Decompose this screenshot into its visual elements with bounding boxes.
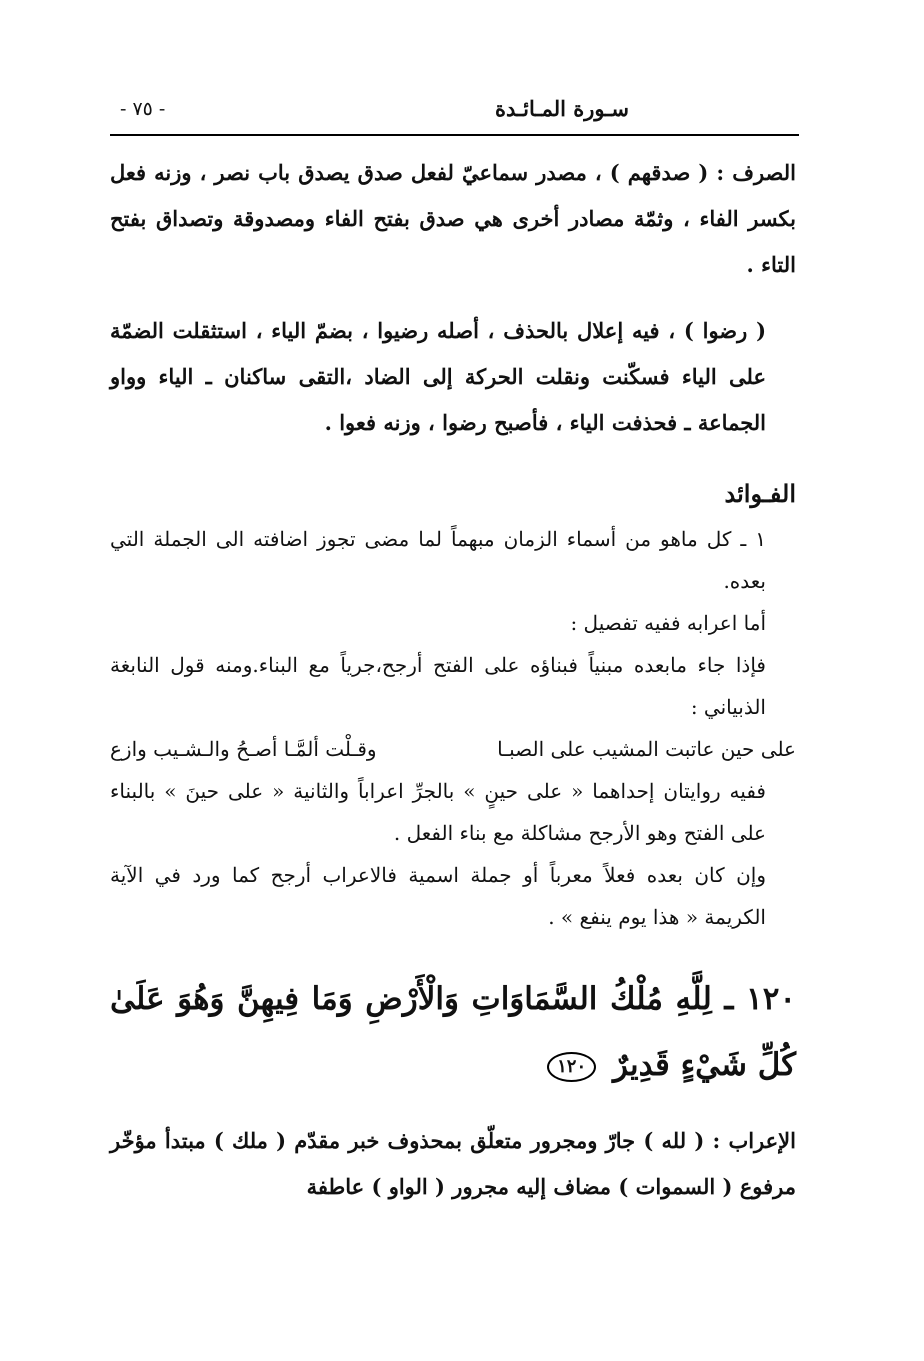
- murab-paragraph: وإن كان بعده فعلاً معرباً أو جملة اسمية فالاعراب أرجح كما ورد في الآية الكريمة « هذا يوم ينفع » .: [110, 863, 766, 929]
- mabni-rule: فإذا جاء مابعده مبنياً فبناؤه على الفتح أرجح،جرياً مع البناء.ومنه قول النابغة الذبياني :: [110, 653, 766, 719]
- irab-paragraph: [110, 1118, 796, 1210]
- header-divider: [110, 134, 799, 136]
- verse-number: ١٢٠ ـ: [724, 981, 796, 1017]
- fawaid-point-1: ١ ـ كل ماهو من أسماء الزمان مبهماً لما مضى تجوز اضافته الى الجملة التي بعده.: [110, 527, 766, 593]
- page-body: [110, 150, 796, 1210]
- poem-verse: [110, 728, 796, 770]
- spacer: [110, 288, 796, 308]
- page-header: [110, 96, 799, 130]
- sarf-paragraph: [110, 150, 796, 288]
- irab-label: الإعراب :: [712, 1128, 796, 1153]
- verse-end-mark: ١٢٠: [547, 1052, 596, 1082]
- poem-first-hemistich: على حين عاتبت المشيب على الصبـا: [497, 737, 796, 761]
- surah-title: سـورة المـائـدة: [495, 96, 629, 121]
- page-number: - ٧٥ -: [120, 98, 166, 120]
- sarf-text: ( صدقهم ) ، مصدر سماعيّ لفعل صدق يصدق باب نصر ، وزنه فعل بكسر الفاء ، وثمّة مصادر أخرى هي صدق بفتح الفاء ومصدوقة وتصداق بفتح التاء .: [110, 160, 796, 277]
- radu-paragraph: ( رضوا ) ، فيه إعلال بالحذف ، أصله رضيوا ، بضمّ الياء ، استثقلت الضمّة على الياء فسكّنت ونقلت الحركة إلى الضاد ،التقى ساكنان ـ الياء وواو الجماعة ـ فحذفت الياء ، فأصبح رضوا ، وزنه فعوا .: [110, 318, 766, 435]
- sarf-label: الصرف :: [716, 160, 796, 185]
- irab-intro: أما اعرابه ففيه تفصيل :: [570, 611, 766, 635]
- quran-verse: [110, 966, 796, 1098]
- fawaid-heading: الفـوائد: [724, 479, 796, 508]
- irab-text: ( لله ) جارّ ومجرور متعلّق بمحذوف خبر مقدّم ( ملك ) مبتدأ مؤخّر مرفوع ( السموات ) مضاف إليه مجرور ( الواو ) عاطفة: [110, 1128, 796, 1199]
- verse-text: لِلَّهِ مُلْكُ السَّمَاوَاتِ وَالْأَرْضِ وَمَا فِيهِنَّ وَهُوَ عَلَىٰ كُلِّ شَيْءٍ قَدِيرٌ: [110, 981, 796, 1083]
- riwayatan-paragraph: ففيه روايتان إحداهما « على حينٍ » بالجرِّ اعراباً والثانية « على حينَ » بالبناء على الفتح وهو الأرجح مشاكلة مع بناء الفعل .: [110, 779, 766, 845]
- poem-second-hemistich: وقـلْت ألمَّـا أصـحُ والـشـيب وازع: [110, 737, 377, 761]
